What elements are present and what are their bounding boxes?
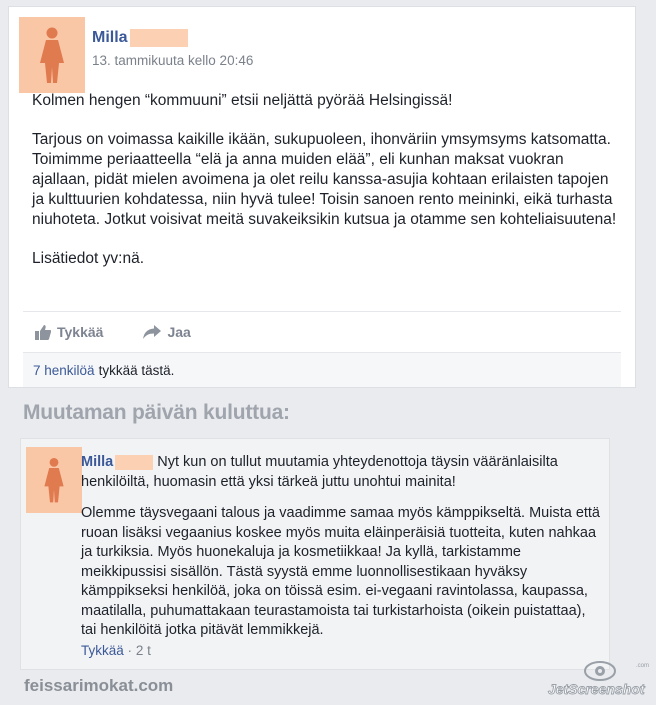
share-arrow-icon [143, 324, 161, 340]
watermark-right-small: .com [636, 663, 650, 669]
section-heading: Muutaman päivän kuluttua: [23, 401, 290, 424]
watermark-right-text: JetScreenshot [548, 681, 645, 697]
comment-footer [81, 643, 151, 658]
comment-like-button[interactable]: Tykkää [81, 643, 124, 658]
post-paragraph: Lisätiedot yv:nä. [32, 250, 145, 267]
comment-age[interactable]: 2 t [135, 643, 151, 658]
comment-author-name[interactable]: Milla [81, 454, 114, 470]
post-timestamp[interactable]: 13. tammikuuta kello 20:46 [92, 53, 254, 68]
post-actions [23, 311, 621, 352]
watermark-jetscreenshot [546, 658, 650, 700]
redacted-surname [130, 29, 188, 47]
camera-eye-logo-icon [546, 658, 650, 700]
share-label: Jaa [167, 324, 191, 340]
thumbs-up-icon [35, 324, 51, 340]
watermark-site: feissarimokat.com [24, 676, 174, 695]
post-author-name[interactable]: Milla [92, 29, 128, 47]
comment-body: Olemme täysvegaani talous ja vaadimme samaa myös kämppikseltä. Muista että ruoan lisäksi vegaanius koskee myös muita eläinperäisiä tuotteita, kuten nahkaa ja turkiksia. Myös huonekaluja ja kosmetiikkaa! Ja kyllä, tarkistamme meikkipussisi sisällön. Tästä syystä emme luonnollisestikaan hyväksy kämppikseksi henkilöä, joka on töissä esim. ei-vegaani ravintolassa, kaupassa, maatilalla, puhumattakaan teurastamoista tai turkistarhoista (oikein puistattaa), tai henkilöitä jotka pitävät lemmikkejä. [81, 505, 600, 638]
likes-count-link[interactable]: 7 henkilöä [33, 362, 95, 378]
comment-intro-text: Nyt kun on tullut muutamia yhteydenottoja täysin vääränlaisilta henkilöiltä, huomasin että yksi tärkeä juttu unohtui mainita! [81, 454, 558, 490]
female-avatar-icon [42, 457, 66, 503]
post-avatar[interactable] [19, 17, 85, 93]
comment [20, 438, 610, 670]
likes-summary [23, 352, 621, 387]
post-paragraph: Kolmen hengen “kommuuni” etsii neljättä pyörää Helsingissä! [32, 92, 453, 109]
like-button[interactable] [35, 324, 103, 340]
female-avatar-icon [37, 27, 67, 83]
like-label: Tykkää [57, 324, 104, 340]
post-body [32, 91, 622, 288]
post-paragraph: Tarjous on voimassa kaikille ikään, sukupuoleen, ihonväriin ymsymsyms katsomatta. Toimimme periaatteella “elä ja anna muiden elää”, eli kunhan maksat vuokran ajallaan, pidät mielen avoimena ja olet reilu kanssa-asujia kohtaan erilaisten tapojen ja kulttuurien kohdatessa, niin hyvä tulee! Toisin sanoen rento meininki, eikä turhasta niuhoteta. Jotkut voisivat meitä suvakeiksikin kutsua ja otamme sen kohteliaisuutena! [32, 131, 617, 228]
post-card [8, 6, 636, 388]
post-author[interactable] [92, 29, 188, 47]
share-button[interactable] [143, 324, 190, 340]
redacted-surname [115, 455, 153, 470]
comment-intro [81, 453, 596, 492]
comment-separator: · [127, 643, 133, 658]
likes-suffix: tykkää tästä. [98, 362, 175, 378]
comment-avatar[interactable] [26, 447, 82, 513]
